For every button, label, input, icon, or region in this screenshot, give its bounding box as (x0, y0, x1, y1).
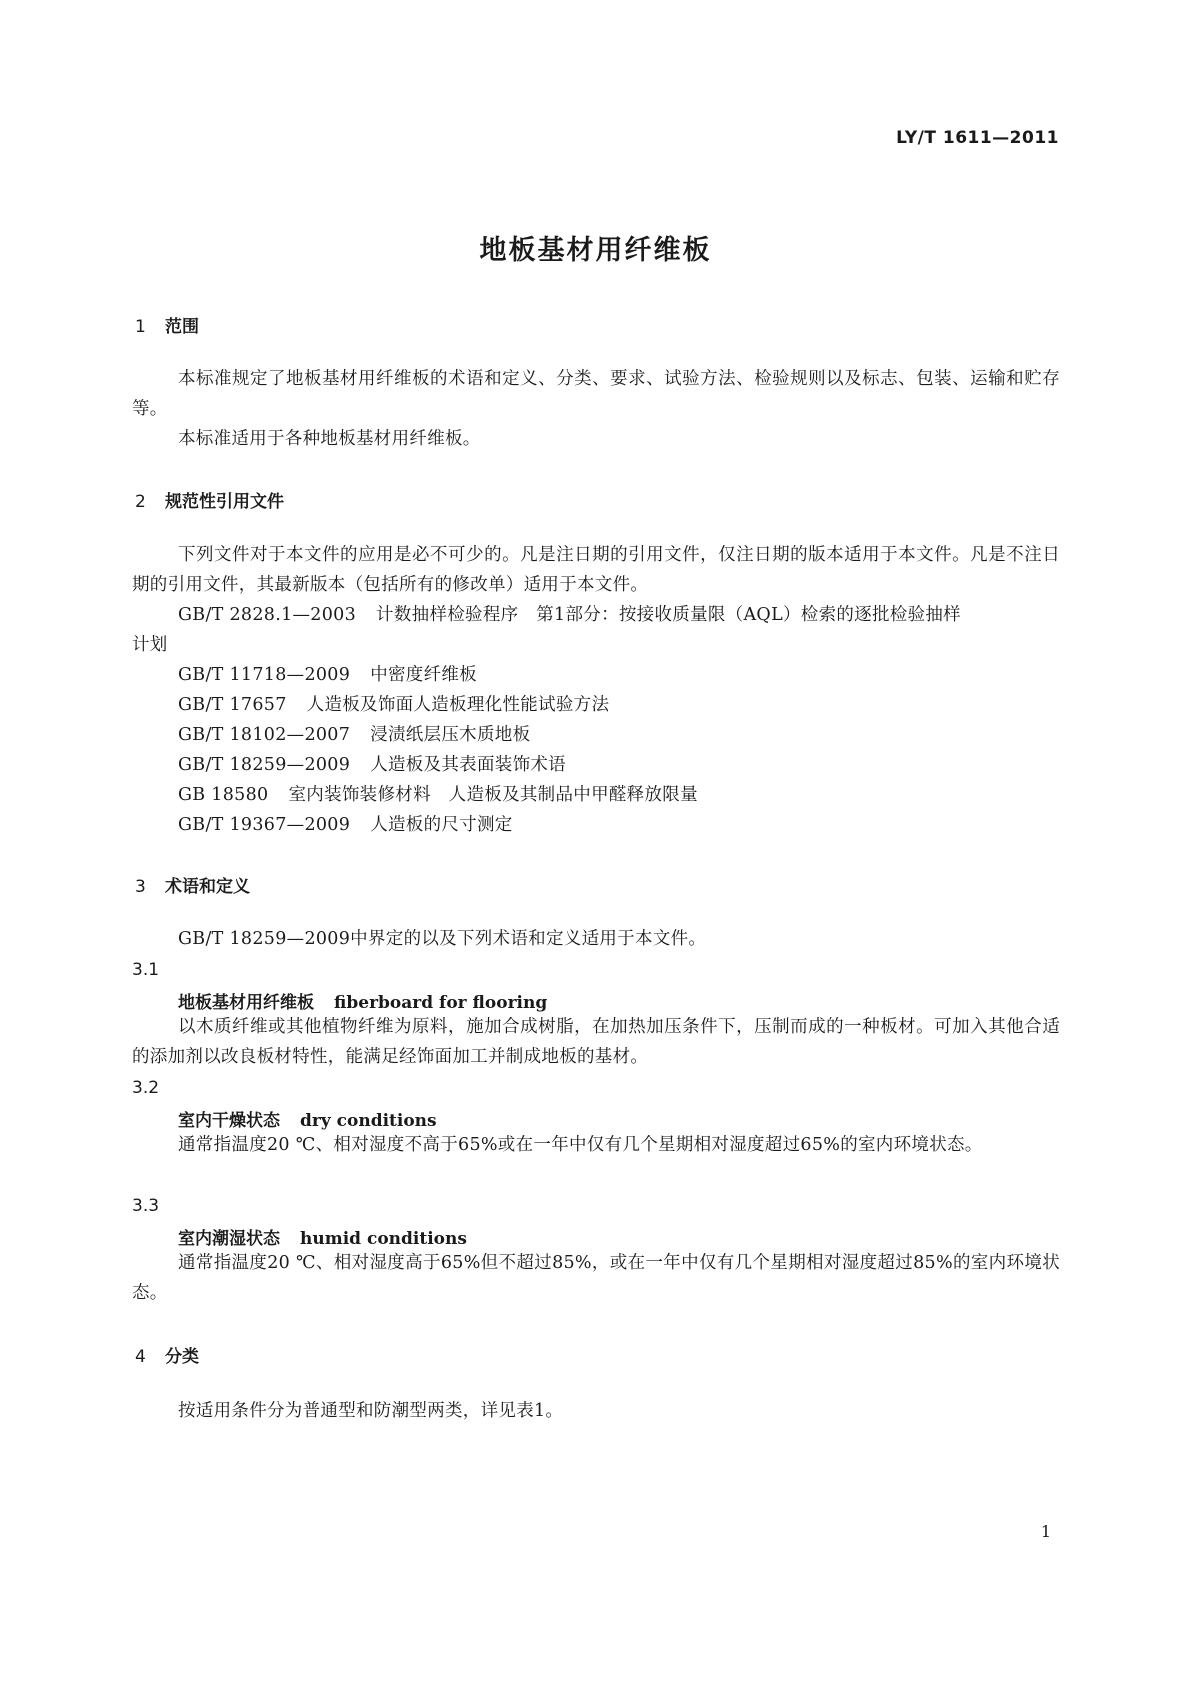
section-4-paragraph-1: 按适用条件分为普通型和防潮型两类，详见表1。 (178, 1401, 564, 1421)
reference-code: GB/T 19367—2009 (178, 815, 351, 835)
term-heading (178, 988, 547, 1013)
reference-title: 人造板的尺寸测定 (370, 815, 513, 835)
reference-code: GB/T 11718—2009 (178, 665, 351, 685)
reference-title: 室内装饰装修材料 人造板及其制品中甲醛释放限量 (288, 785, 698, 805)
reference-item (178, 690, 609, 720)
reference-continuation: 计划 (132, 635, 168, 655)
term-number: 3.1 (132, 960, 160, 980)
section-1-paragraph-2: 本标准适用于各种地板基材用纤维板。 (178, 429, 481, 449)
section-number: 3 (135, 877, 146, 897)
term-zh: 室内潮湿状态 (178, 1229, 280, 1249)
term-definition: 通常指温度20 ℃、相对湿度高于65%但不超过85%，或在一年中仅有几个星期相对湿度超过85%的室内环境状态。 (132, 1253, 1060, 1303)
section-title: 分类 (165, 1347, 199, 1367)
term-zh: 地板基材用纤维板 (178, 993, 314, 1013)
reference-title: 中密度纤维板 (370, 665, 477, 685)
reference-title: 人造板及饰面人造板理化性能试验方法 (306, 695, 610, 715)
reference-title: 人造板及其表面装饰术语 (370, 755, 566, 775)
term-en: humid conditions (300, 1229, 467, 1249)
standard-code: LY/T 1611—2011 (896, 128, 1059, 148)
reference-code: GB 18580 (178, 785, 269, 805)
section-title: 范围 (165, 317, 199, 337)
section-1-heading (135, 312, 199, 337)
reference-title: 浸渍纸层压木质地板 (370, 725, 531, 745)
term-number: 3.2 (132, 1078, 160, 1098)
term-heading (178, 1106, 437, 1131)
term-number: 3.3 (132, 1196, 160, 1216)
reference-code: GB/T 18102—2007 (178, 725, 351, 745)
section-number: 2 (135, 492, 146, 512)
reference-code: GB/T 17657 (178, 695, 287, 715)
section-3-paragraph-1: GB/T 18259—2009中界定的以及下列术语和定义适用于本文件。 (178, 929, 707, 949)
section-2-paragraph-1: 下列文件对于本文件的应用是必不可少的。凡是注日期的引用文件，仅注日期的版本适用于本文件。凡是不注日期的引用文件，其最新版本（包括所有的修改单）适用于本文件。 (132, 545, 1060, 595)
section-3-heading (135, 872, 250, 897)
reference-item (178, 810, 513, 840)
section-1-paragraph-1: 本标准规定了地板基材用纤维板的术语和定义、分类、要求、试验方法、检验规则以及标志、包装、运输和贮存等。 (132, 369, 1060, 419)
term-zh: 室内干燥状态 (178, 1111, 280, 1131)
reference-item (178, 720, 530, 750)
section-2-heading (135, 487, 284, 512)
reference-code: GB/T 2828.1—2003 (178, 605, 357, 625)
section-number: 4 (135, 1347, 146, 1367)
document-title: 地板基材用纤维板 (479, 235, 712, 266)
reference-item (178, 750, 566, 780)
term-definition: 以木质纤维或其他植物纤维为原料，施加合成树脂，在加热加压条件下，压制而成的一种板材。可加入其他合适的添加剂以改良板材特性，能满足经饰面加工并制成地板的基材。 (132, 1017, 1060, 1067)
page-number: 1 (1040, 1522, 1051, 1541)
section-title: 术语和定义 (165, 877, 250, 897)
reference-item (178, 600, 961, 630)
term-definition: 通常指温度20 ℃、相对湿度不高于65%或在一年中仅有几个星期相对湿度超过65%的室内环境状态。 (178, 1135, 983, 1155)
section-number: 1 (135, 317, 146, 337)
term-en: dry conditions (300, 1111, 437, 1131)
reference-code: GB/T 18259—2009 (178, 755, 351, 775)
reference-item (178, 660, 477, 690)
section-4-heading (135, 1342, 199, 1367)
reference-item (178, 780, 698, 810)
term-heading (178, 1224, 467, 1249)
reference-title: 计数抽样检验程序 第1部分：按接收质量限（AQL）检索的逐批检验抽样 (376, 605, 961, 625)
term-en: fiberboard for flooring (334, 993, 548, 1013)
section-title: 规范性引用文件 (165, 492, 284, 512)
